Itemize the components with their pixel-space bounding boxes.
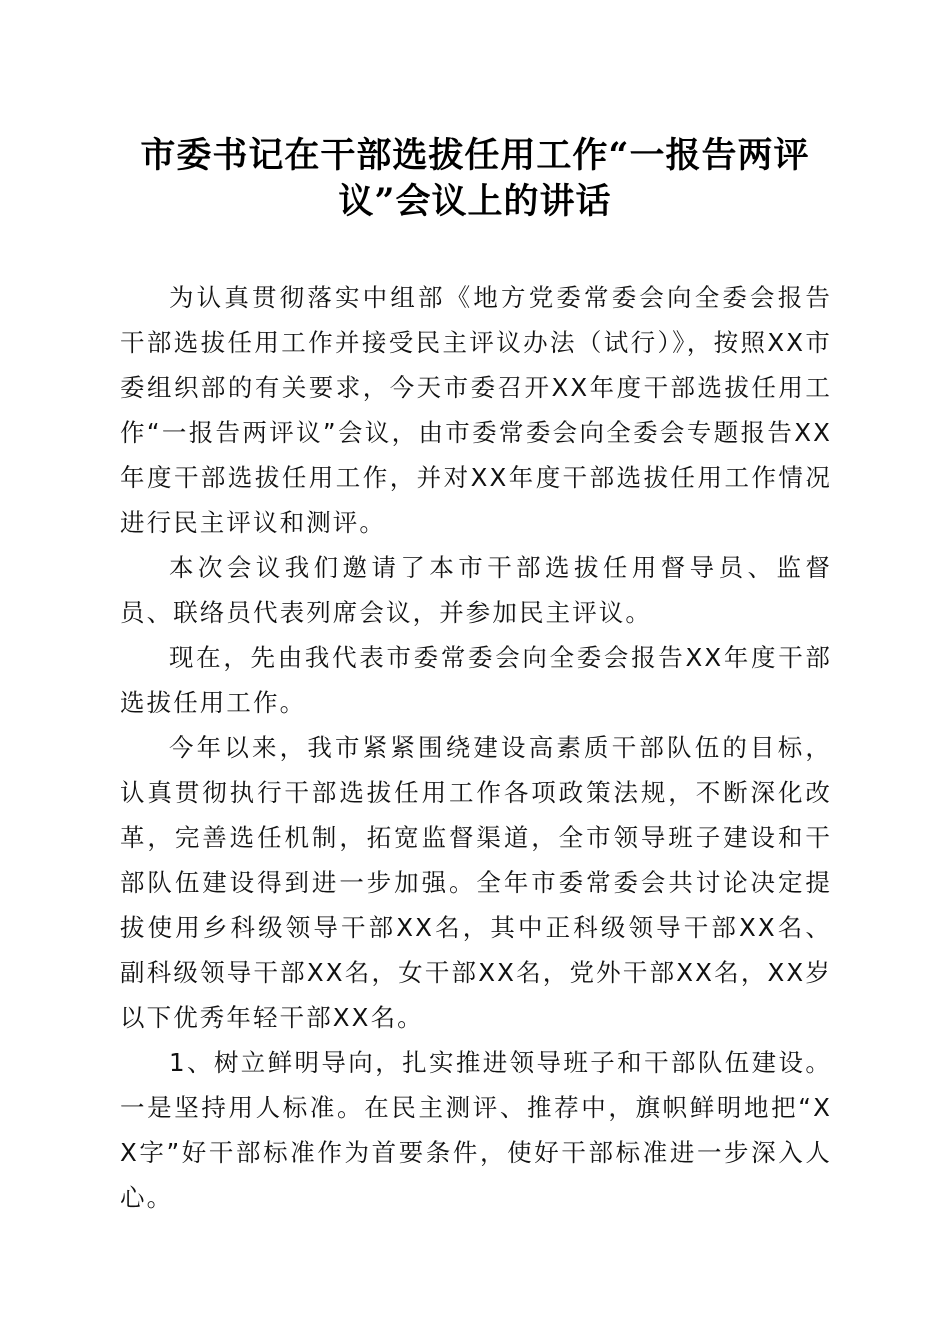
paragraph-intro: 为认真贯彻落实中组部《地方党委常委会向全委会报告干部选拔任用工作并接受民主评议办法（试行）》，按照XX市委组织部的有关要求，今天市委召开XX年度干部选拔任用工作“一报告两评议”会议，由市委常委会向全委会专题报告XX年度干部选拔任用工作，并对XX年度干部选拔任用工作情况进行民主评议和测评。 <box>120 283 832 537</box>
document-title <box>100 133 850 225</box>
paragraph-invitees: 本次会议我们邀请了本市干部选拔任用督导员、监督员、联络员代表列席会议，并参加民主评议。 <box>120 553 832 627</box>
title-line-1: 市委书记在干部选拔任用工作“一报告两评 <box>140 135 810 176</box>
paragraph-point-1: 1、树立鲜明导向，扎实推进领导班子和干部队伍建设。一是坚持用人标准。在民主测评、推荐中，旗帜鲜明地把“XX字”好干部标准作为首要条件，使好干部标准进一步深入人心。 <box>120 1048 832 1212</box>
document-body <box>120 275 832 1220</box>
paragraph-summary: 今年以来，我市紧紧围绕建设高素质干部队伍的目标，认真贯彻执行干部选拔任用工作各项政策法规，不断深化改革，完善选任机制，拓宽监督渠道，全市领导班子建设和干部队伍建设得到进一步加强。全年市委常委会共讨论决定提拔使用乡科级领导干部XX名，其中正科级领导干部XX名、副科级领导干部XX名，女干部XX名，党外干部XX名，XX岁以下优秀年轻干部XX名。 <box>120 733 832 1032</box>
paragraph-report-start: 现在，先由我代表市委常委会向全委会报告XX年度干部选拔任用工作。 <box>120 643 832 717</box>
title-line-2: 议”会议上的讲话 <box>338 181 612 222</box>
